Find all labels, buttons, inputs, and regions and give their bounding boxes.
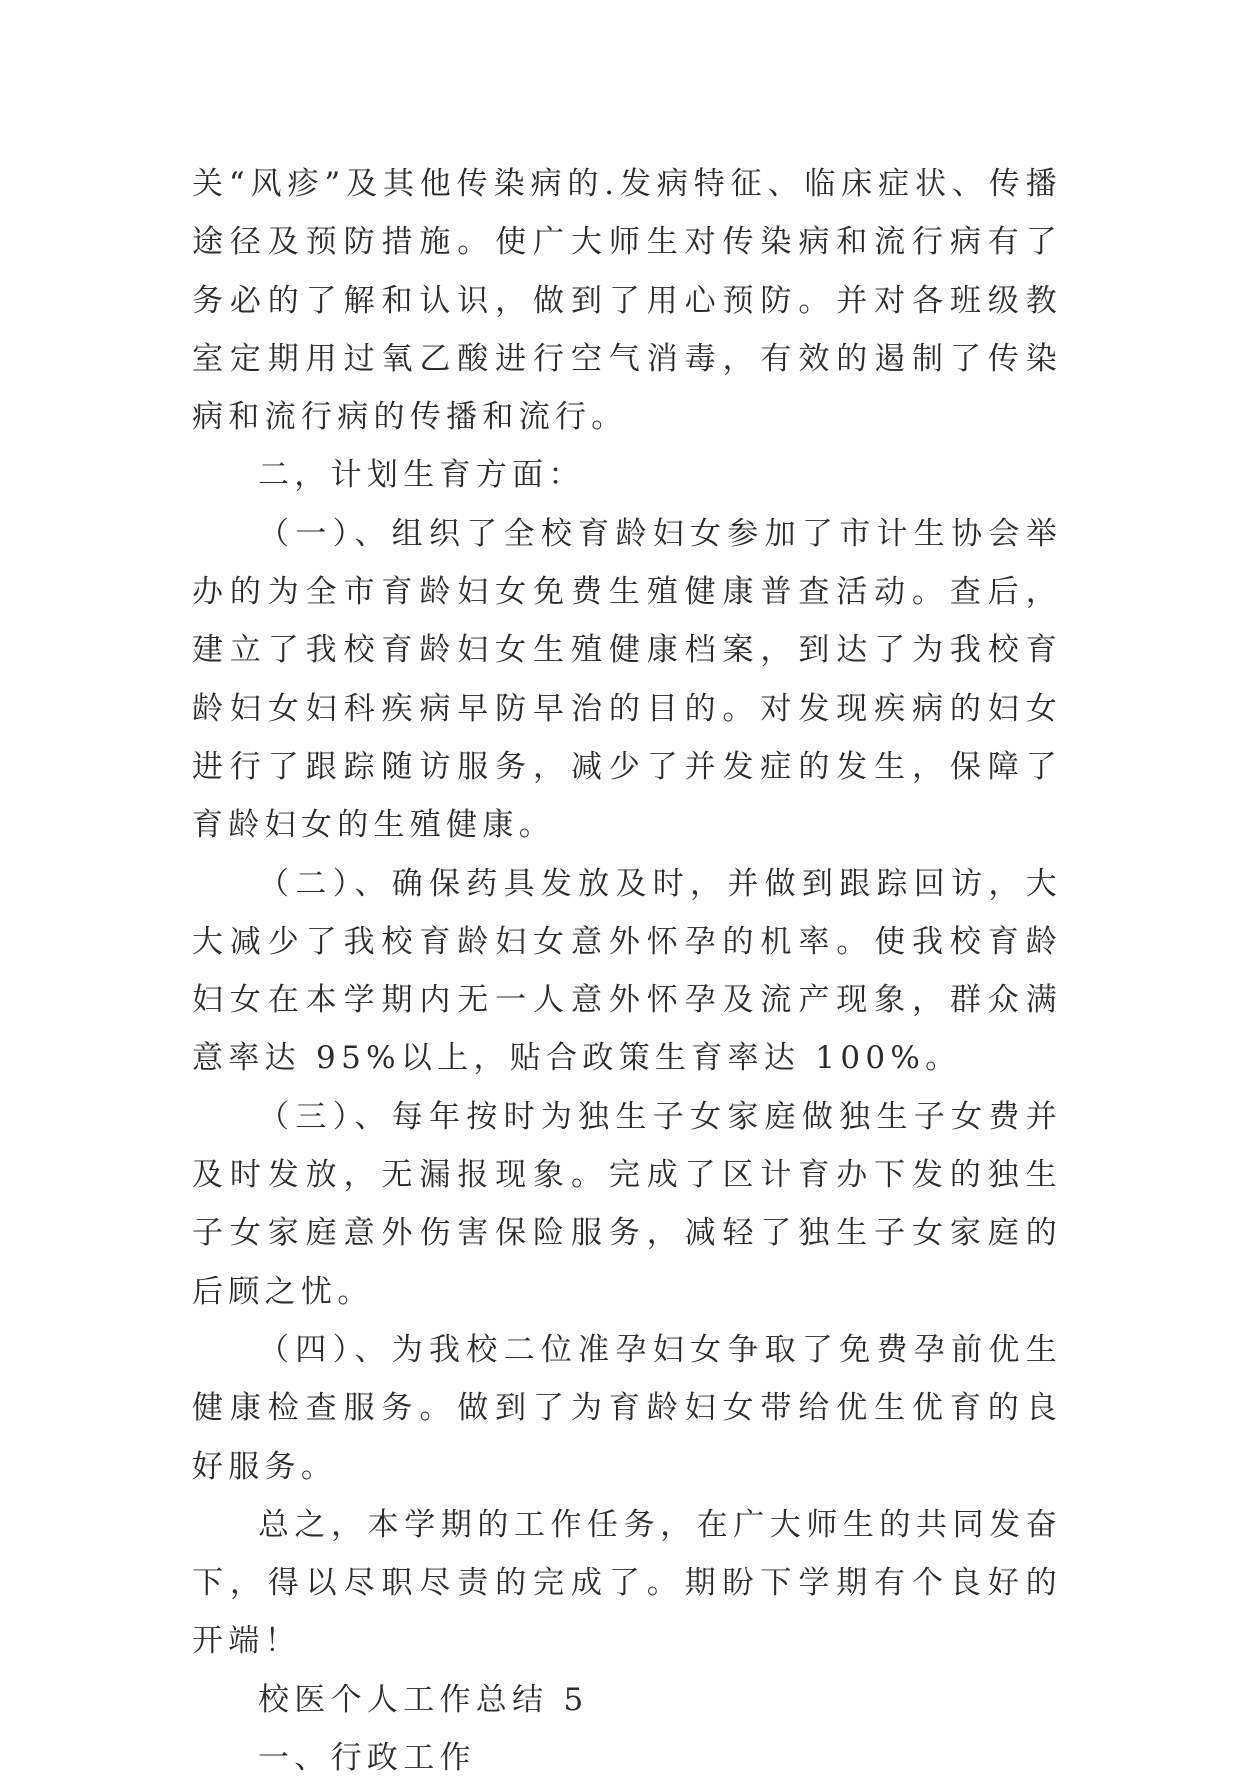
- document-subtitle: 校医个人工作总结 5: [258, 1681, 589, 1718]
- paragraph-item-2: （二）、确保药具发放及时，并做到跟踪回访，大大减少了我校育龄妇女意外怀孕的机率。使我校育龄妇女在本学期内无一人意外怀孕及流产现象，群众满意率达 95%以上，贴合政策生育率达 100%。: [192, 865, 1062, 1077]
- document-body: [192, 155, 1062, 1787]
- paragraph-item-4: （四）、为我校二位准孕妇女争取了免费孕前优生健康检查服务。做到了为育龄妇女带给优生优育的良好服务。: [192, 1331, 1062, 1485]
- section-heading-administration: 一、行政工作: [258, 1740, 476, 1777]
- section-heading-family-planning: 二，计划生育方面：: [258, 457, 585, 494]
- paragraph-summary: 总之，本学期的工作任务，在广大师生的共同发奋下，得以尽职尽责的完成了。期盼下学期有个良好的开端！: [192, 1506, 1062, 1660]
- paragraph-item-1: （一）、组织了全校育龄妇女参加了市计生协会举办的为全市育龄妇女免费生殖健康普查活动。查后，建立了我校育龄妇女生殖健康档案，到达了为我校育龄妇女妇科疾病早防早治的目的。对发现疾病的妇女进行了跟踪随访服务，减少了并发症的发生，保障了育龄妇女的生殖健康。: [192, 515, 1062, 844]
- paragraph-disease-prevention: 关“风疹”及其他传染病的.发病特征、临床症状、传播途径及预防措施。使广大师生对传染病和流行病有了务必的了解和认识，做到了用心预防。并对各班级教室定期用过氧乙酸进行空气消毒，有效的遏制了传染病和流行病的传播和流行。: [192, 166, 1062, 436]
- paragraph-item-3: （三）、每年按时为独生子女家庭做独生子女费并及时发放，无漏报现象。完成了区计育办下发的独生子女家庭意外伤害保险服务，减轻了独生子女家庭的后顾之忧。: [192, 1098, 1062, 1310]
